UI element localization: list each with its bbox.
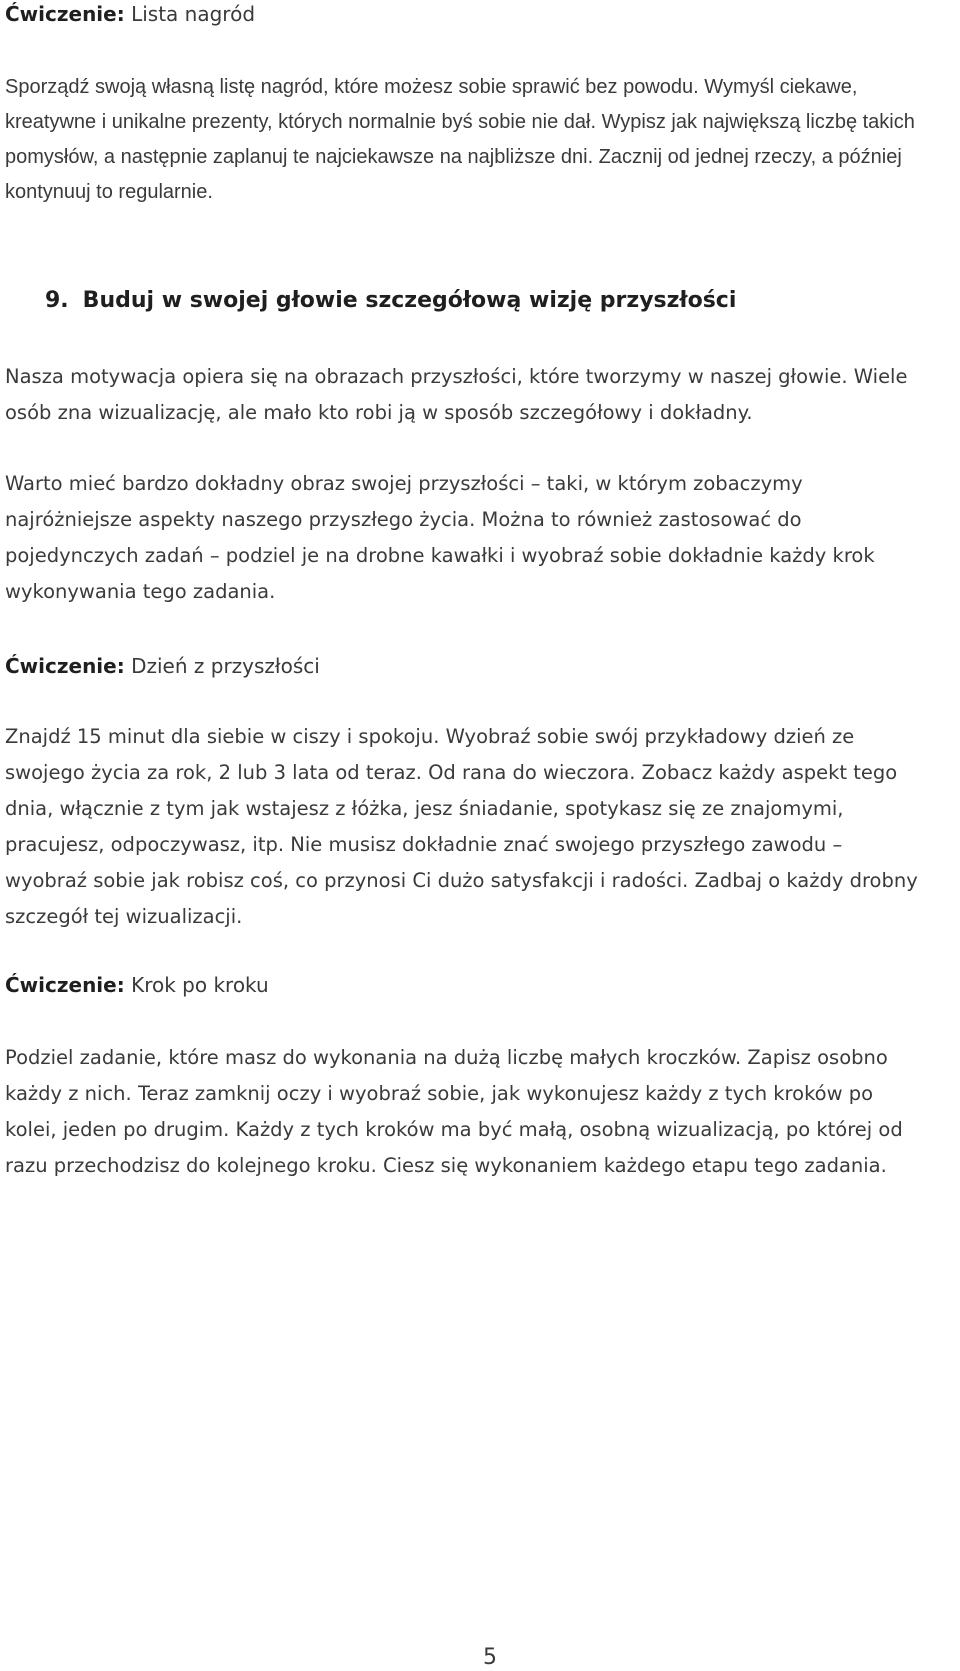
section-number: 9. bbox=[45, 288, 69, 313]
exercise-heading-krok-po-kroku bbox=[5, 971, 269, 999]
paragraph-obraz-przyszlosci: Warto mieć bardzo dokładny obraz swojej przyszłości – taki, w którym zobaczymy najróżniejsze aspekty naszego przyszłego życia. Można to również zastosować do pojedynczych zadań – podziel je na drobne kawałki i wyobraź sobie dokładnie każdy krok wykonywania tego zadania. bbox=[5, 472, 875, 603]
exercise-body-lista-nagrod: Sporządź swoją własną listę nagród, które możesz sobie sprawić bez powodu. Wymyśl ciekawe, kreatywne i unikalne prezenty, których normalnie byś sobie nie dał. Wypisz jak największą liczbę takich pomysłów, a następnie zaplanuj te najciekawsze na najbliższe dni. Zacznij od jednej rzeczy, a później kontynuuj to regularnie. bbox=[5, 76, 915, 203]
section-heading bbox=[5, 286, 736, 316]
paragraph-motywacja: Nasza motywacja opiera się na obrazach przyszłości, które tworzymy w naszej głowie. Wiele osób zna wizualizację, ale mało kto robi ją w sposób szczegółowy i dokładny. bbox=[5, 365, 908, 424]
exercise-body-krok-po-kroku: Podziel zadanie, które masz do wykonania na dużą liczbę małych kroczków. Zapisz osobno każdy z nich. Teraz zamknij oczy i wyobraź sobie, jak wykonujesz każdy z tych kroków po kolei, jeden po drugim. Każdy z tych kroków ma być małą, osobną wizualizacją, po której od razu przechodzisz do kolejnego kroku. Ciesz się wykonaniem każdego etapu tego zadania. bbox=[5, 1046, 903, 1177]
exercise-label: Ćwiczenie: bbox=[5, 973, 125, 997]
section-title: Buduj w swojej głowie szczegółową wizję przyszłości bbox=[82, 288, 737, 313]
exercise-label: Ćwiczenie: bbox=[5, 2, 125, 26]
exercise-title: Dzień z przyszłości bbox=[131, 654, 320, 678]
exercise-title: Krok po kroku bbox=[131, 973, 269, 997]
page-number: 5 bbox=[483, 1645, 497, 1670]
exercise-heading-dzien-z-przyszlosci bbox=[5, 652, 320, 680]
exercise-body-dzien-z-przyszlosci: Znajdź 15 minut dla siebie w ciszy i spokoju. Wyobraź sobie swój przykładowy dzień ze swojego życia za rok, 2 lub 3 lata od teraz. Od rana do wieczora. Zobacz każdy aspekt tego dnia, włącznie z tym jak wstajesz z łóżka, jesz śniadanie, spotykasz się ze znajomymi, pracujesz, odpoczywasz, itp. Nie musisz dokładnie znać swojego przyszłego zawodu – wyobraź sobie jak robisz coś, co przynosi Ci dużo satysfakcji i radości. Zadbaj o każdy drobny szczegół tej wizualizacji. bbox=[5, 725, 918, 928]
exercise-title: Lista nagród bbox=[131, 2, 256, 26]
exercise-heading-lista-nagrod bbox=[5, 0, 255, 28]
exercise-label: Ćwiczenie: bbox=[5, 654, 125, 678]
